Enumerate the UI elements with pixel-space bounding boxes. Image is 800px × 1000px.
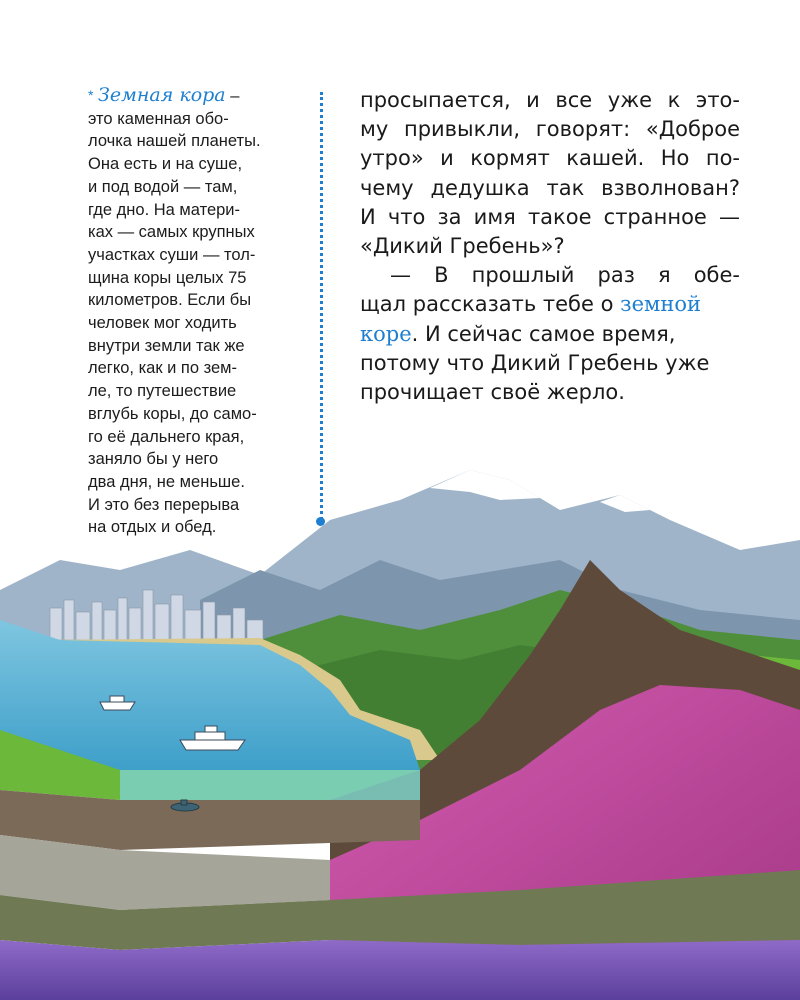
note-line: вглубь коры, до само- [88, 404, 257, 423]
story-para2-line: прочищает своё жерло. [360, 380, 625, 405]
story-para2-line [360, 290, 740, 319]
story-text [360, 86, 740, 407]
note-line: человек мог ходить [88, 314, 237, 333]
story-line: «Дикий Гребень»? [360, 234, 565, 259]
glossary-note-title-line [88, 84, 312, 108]
story-para2-line: потому что Дикий Гребень уже [360, 350, 710, 375]
glossary-link-kore[interactable]: коре [360, 321, 412, 346]
glossary-term[interactable]: Земная кора [98, 84, 226, 106]
story-line: му привыкли, говорят: «Доброе [360, 117, 740, 142]
note-line: где дно. На матери- [88, 200, 241, 219]
note-line: на отдых и обед. [88, 518, 217, 537]
earth-crust-illustration [0, 440, 800, 1000]
story-line: И что за имя такое странное — [360, 204, 740, 229]
note-line: внутри земли так же [88, 336, 245, 355]
story-line: просыпается, и все уже к это- [360, 88, 740, 112]
glossary-dash: – [225, 87, 240, 105]
story-para2-line: — В прошлый раз я обе- [390, 263, 740, 288]
story-text-fragment: щал рассказать тебе о [360, 292, 621, 317]
story-line: чему дедушка так взволнован? [360, 175, 740, 200]
story-text-fragment: . И сейчас самое время, [411, 321, 676, 346]
note-line: километров. Если бы [88, 291, 252, 310]
asterisk-icon: * [88, 87, 94, 103]
note-line: легко, как и по зем- [88, 359, 238, 378]
story-para2-line [360, 320, 740, 349]
story-line: утро» и кормят кашей. Но по- [360, 146, 740, 171]
note-line: участках суши — тол- [88, 245, 256, 264]
note-line: это каменная обо- [88, 109, 229, 128]
note-line: ках — самых крупных [88, 223, 255, 242]
note-line: щина коры целых 75 [88, 268, 247, 287]
note-line: и под водой — там, [88, 177, 238, 196]
note-line: заняло бы у него [88, 450, 219, 469]
glossary-link-zemnoy[interactable]: земной [620, 292, 701, 317]
note-line: Она есть и на суше, [88, 155, 243, 174]
note-line: два дня, не меньше. [88, 472, 245, 491]
note-line: го её дальнего края, [88, 427, 245, 446]
note-line: лочка нашей планеты. [88, 132, 261, 151]
note-line: И это без перерыва [88, 495, 240, 514]
note-line: ле, то путешествие [88, 382, 237, 401]
